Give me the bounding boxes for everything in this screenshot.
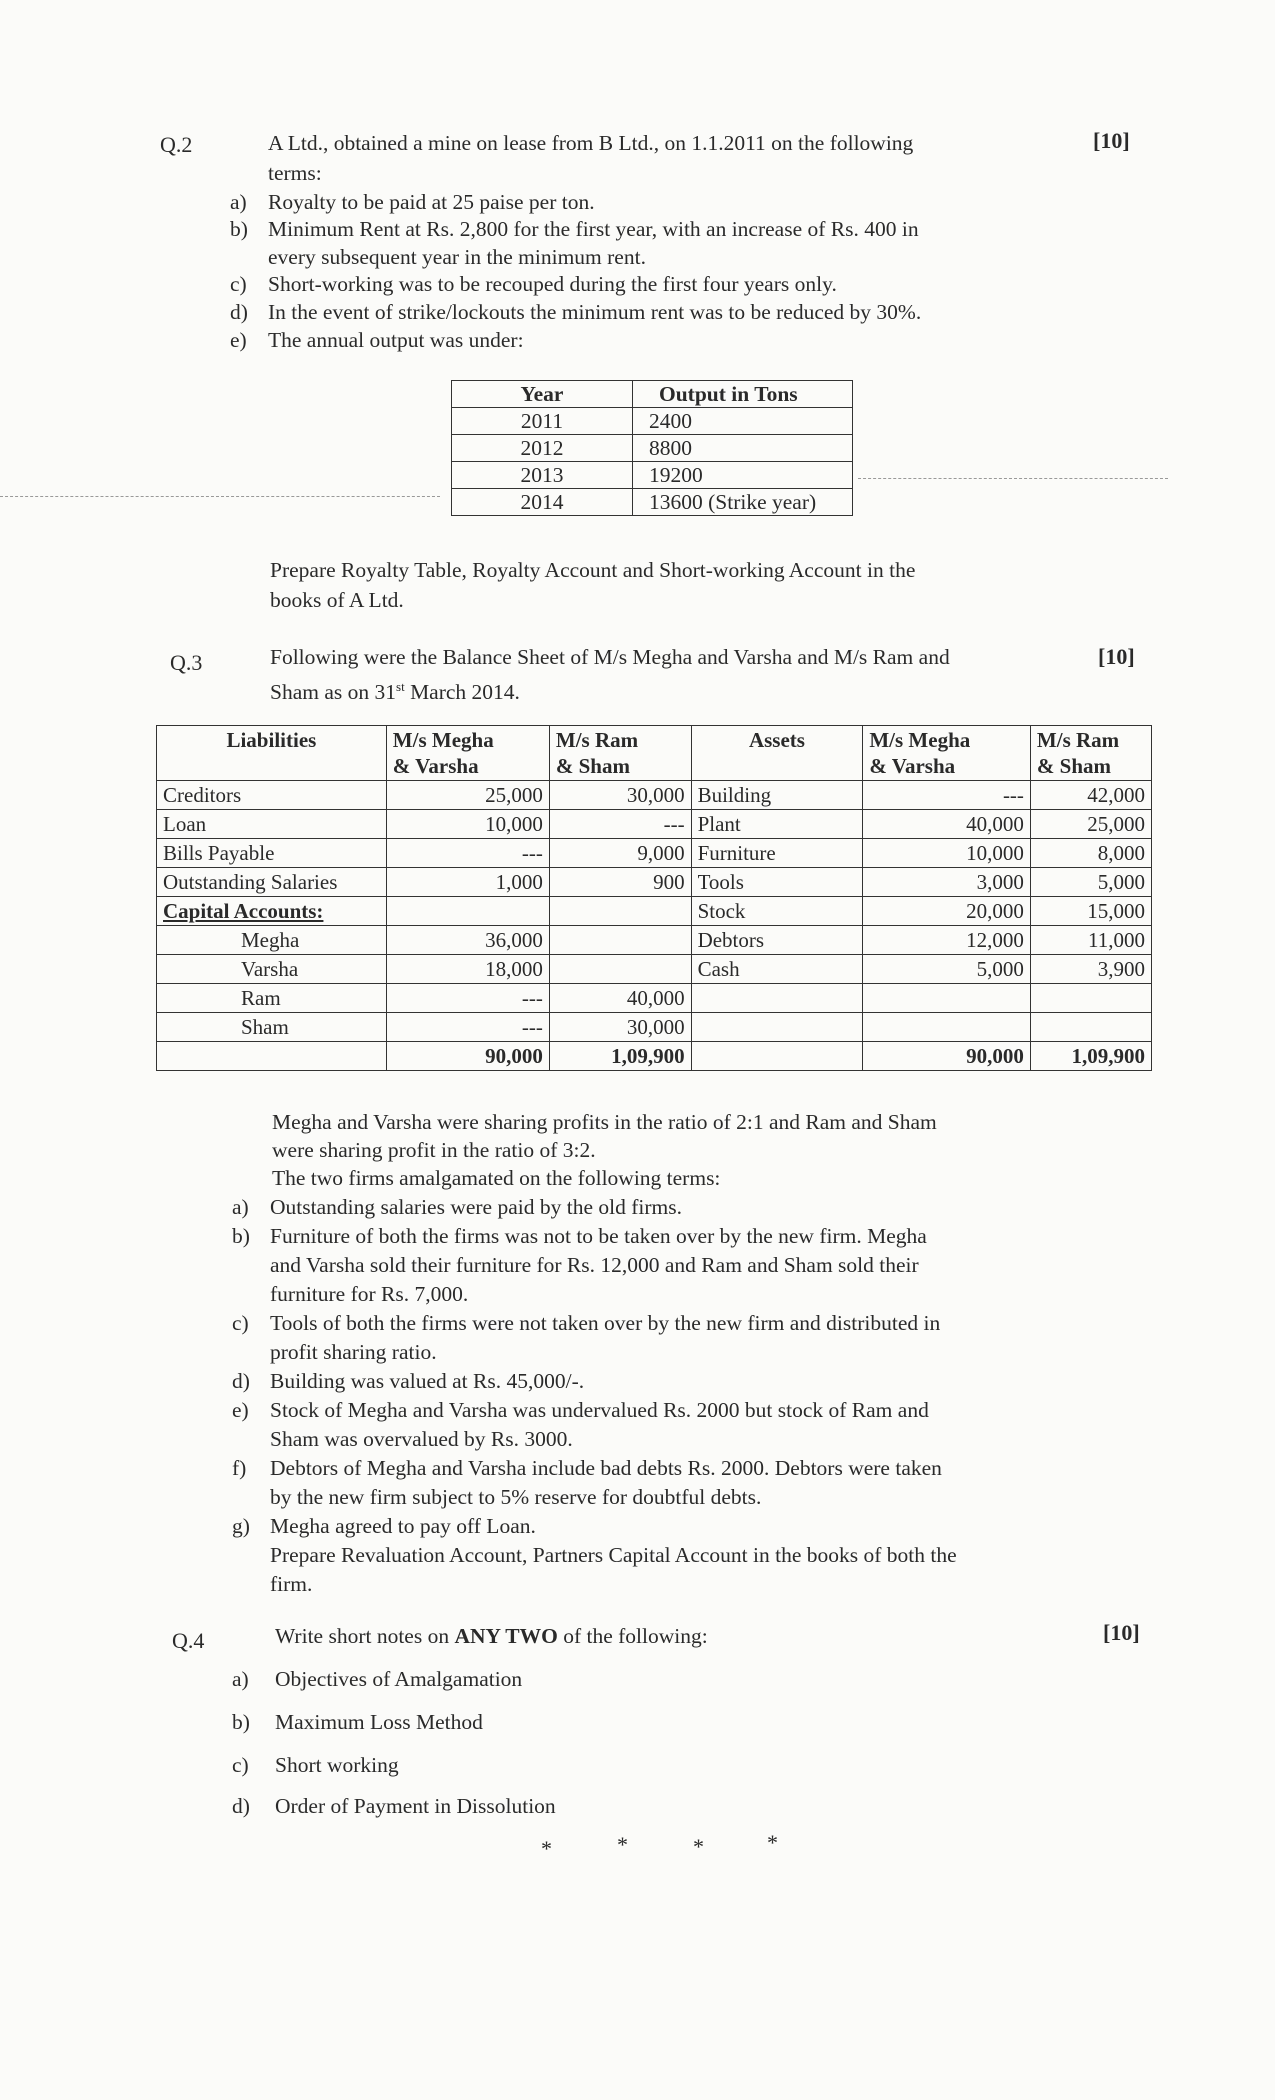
table-cell: Stock — [691, 897, 863, 926]
header-line: & Sham — [555, 754, 630, 778]
q4-intro — [275, 1622, 708, 1650]
q4-item-text: Short working — [275, 1753, 399, 1777]
table-cell: Tools — [691, 868, 863, 897]
output-table — [451, 380, 853, 516]
column-header: Output in Tons — [633, 381, 853, 408]
table-cell: Capital Accounts: — [157, 897, 387, 926]
table-cell: 5,000 — [1030, 868, 1151, 897]
q2-intro-line2: terms: — [268, 161, 322, 185]
table-cell: Outstanding Salaries — [157, 868, 387, 897]
table-cell — [691, 984, 863, 1013]
q3-item-text: furniture for Rs. 7,000. — [270, 1282, 469, 1306]
q2-item-text: The annual output was under: — [268, 328, 524, 352]
column-header: Liabilities — [157, 726, 387, 781]
q3-intro-text: March 2014. — [404, 680, 520, 705]
q4-intro-text: of the following: — [557, 1624, 708, 1648]
q3-item-label: d) — [232, 1369, 250, 1393]
q2-item-text: Short-working was to be recouped during the first four years only. — [268, 272, 837, 296]
table-row — [452, 408, 853, 435]
q3-para-line1: Megha and Varsha were sharing profits in the ratio of 2:1 and Ram and Sham — [272, 1110, 937, 1134]
q2-item-label: c) — [230, 272, 247, 296]
table-cell: --- — [386, 1013, 549, 1042]
q4-intro-text: Write short notes on — [275, 1624, 455, 1648]
header-line: M/s Megha — [392, 728, 494, 752]
table-cell: 11,000 — [1030, 926, 1151, 955]
q4-item-label: d) — [232, 1794, 250, 1818]
q3-para-line2: were sharing profit in the ratio of 3:2. — [272, 1138, 596, 1162]
q3-item-text: firm. — [270, 1572, 313, 1596]
q3-intro-line1: Following were the Balance Sheet of M/s Megha and Varsha and M/s Ram and — [270, 645, 950, 669]
header-line: & Varsha — [869, 754, 956, 778]
q3-item-text: Stock of Megha and Varsha was undervalued Rs. 2000 but stock of Ram and — [270, 1398, 929, 1422]
q3-intro-sup: st — [396, 679, 405, 694]
table-cell: 19200 — [633, 462, 853, 489]
table-cell: 900 — [549, 868, 691, 897]
q3-intro-text: Sham as on 31 — [270, 680, 397, 705]
q3-item-text: Debtors of Megha and Varsha include bad debts Rs. 2000. Debtors were taken — [270, 1456, 942, 1480]
table-cell: 2014 — [452, 489, 633, 516]
q3-number: Q.3 — [170, 650, 203, 675]
table-cell: 10,000 — [863, 839, 1031, 868]
q2-instruction-line2: books of A Ltd. — [270, 588, 404, 612]
q4-intro-bold: ANY TWO — [454, 1624, 558, 1648]
end-star: * — [541, 1836, 552, 1861]
total-cell: 1,09,900 — [549, 1042, 691, 1071]
table-cell: 18,000 — [386, 955, 549, 984]
table-cell: Furniture — [691, 839, 863, 868]
table-cell: 5,000 — [863, 955, 1031, 984]
q3-marks: [10] — [1098, 644, 1135, 669]
q4-item-label: b) — [232, 1710, 250, 1734]
scan-artifact-line-right — [858, 478, 1168, 479]
table-header-row — [157, 726, 1152, 781]
table-row — [452, 489, 853, 516]
table-total-row — [157, 1042, 1152, 1071]
table-cell: Sham — [157, 1013, 387, 1042]
scan-artifact-line-left — [0, 496, 440, 497]
total-cell: 1,09,900 — [1030, 1042, 1151, 1071]
q2-item-text: every subsequent year in the minimum rent. — [268, 245, 646, 269]
q2-item-label: b) — [230, 217, 248, 241]
table-cell: 20,000 — [863, 897, 1031, 926]
table-cell: 42,000 — [1030, 781, 1151, 810]
table-cell — [549, 955, 691, 984]
total-cell: 90,000 — [863, 1042, 1031, 1071]
header-line: M/s Ram — [555, 728, 639, 752]
end-star: * — [693, 1834, 704, 1859]
q4-item-text: Order of Payment in Dissolution — [275, 1794, 556, 1818]
table-cell: 3,000 — [863, 868, 1031, 897]
q3-item-label: e) — [232, 1398, 249, 1422]
q4-item-label: c) — [232, 1753, 249, 1777]
table-cell — [691, 1013, 863, 1042]
table-cell — [386, 897, 549, 926]
q3-item-label: f) — [232, 1456, 247, 1480]
table-cell: Loan — [157, 810, 387, 839]
table-cell — [863, 984, 1031, 1013]
q4-item-text: Objectives of Amalgamation — [275, 1667, 523, 1691]
table-row — [157, 1013, 1152, 1042]
table-cell: Ram — [157, 984, 387, 1013]
q3-item-label: c) — [232, 1311, 249, 1335]
total-cell: 90,000 — [386, 1042, 549, 1071]
table-row — [157, 839, 1152, 868]
table-cell: 40,000 — [863, 810, 1031, 839]
table-cell: 2011 — [452, 408, 633, 435]
q2-item-text: In the event of strike/lockouts the minimum rent was to be reduced by 30%. — [268, 300, 922, 324]
table-cell: Debtors — [691, 926, 863, 955]
q3-item-label: b) — [232, 1224, 250, 1248]
q2-marks: [10] — [1093, 128, 1130, 153]
table-cell: 1,000 — [386, 868, 549, 897]
end-star: * — [767, 1830, 778, 1855]
table-cell — [549, 897, 691, 926]
table-cell: 9,000 — [549, 839, 691, 868]
q3-item-text: Building was valued at Rs. 45,000/-. — [270, 1369, 585, 1393]
q4-item-text: Maximum Loss Method — [275, 1710, 483, 1734]
table-header-row — [452, 381, 853, 408]
table-cell: 12,000 — [863, 926, 1031, 955]
table-row — [157, 984, 1152, 1013]
q2-item-label: a) — [230, 190, 247, 214]
table-cell: 10,000 — [386, 810, 549, 839]
table-cell: 25,000 — [386, 781, 549, 810]
table-cell — [549, 926, 691, 955]
table-row — [157, 868, 1152, 897]
table-cell: 30,000 — [549, 781, 691, 810]
q2-item-label: d) — [230, 300, 248, 324]
table-cell: Cash — [691, 955, 863, 984]
table-cell: 2400 — [633, 408, 853, 435]
q3-item-label: a) — [232, 1195, 249, 1219]
table-cell: 36,000 — [386, 926, 549, 955]
table-cell: 8800 — [633, 435, 853, 462]
table-cell: Plant — [691, 810, 863, 839]
table-cell: --- — [386, 984, 549, 1013]
q3-item-text: Outstanding salaries were paid by the old firms. — [270, 1195, 682, 1219]
q2-intro-line1: A Ltd., obtained a mine on lease from B Ltd., on 1.1.2011 on the following — [268, 131, 914, 155]
table-row — [452, 462, 853, 489]
column-header: Assets — [691, 726, 863, 781]
table-cell: Creditors — [157, 781, 387, 810]
table-cell: 40,000 — [549, 984, 691, 1013]
q4-number: Q.4 — [172, 1628, 205, 1653]
column-header — [549, 726, 691, 781]
column-header — [386, 726, 549, 781]
table-cell: 8,000 — [1030, 839, 1151, 868]
table-cell — [691, 1042, 863, 1071]
end-star: * — [617, 1832, 628, 1857]
table-row — [452, 435, 853, 462]
table-cell: --- — [863, 781, 1031, 810]
q2-item-label: e) — [230, 328, 247, 352]
q2-item-text: Minimum Rent at Rs. 2,800 for the first year, with an increase of Rs. 400 in — [268, 217, 919, 241]
q3-item-label: g) — [232, 1514, 250, 1538]
q2-item-text: Royalty to be paid at 25 paise per ton. — [268, 190, 595, 214]
q4-marks: [10] — [1103, 1620, 1140, 1645]
table-cell: 30,000 — [549, 1013, 691, 1042]
table-cell: 2013 — [452, 462, 633, 489]
table-cell — [1030, 984, 1151, 1013]
header-line: & Sham — [1036, 754, 1112, 778]
table-cell: Building — [691, 781, 863, 810]
table-cell: 15,000 — [1030, 897, 1151, 926]
q3-item-text: Prepare Revaluation Account, Partners Capital Account in the books of both the — [270, 1543, 957, 1567]
table-row — [157, 897, 1152, 926]
table-cell: Varsha — [157, 955, 387, 984]
table-cell: --- — [549, 810, 691, 839]
q3-item-text: by the new firm subject to 5% reserve for doubtful debts. — [270, 1485, 762, 1509]
table-cell: 2012 — [452, 435, 633, 462]
header-line: & Varsha — [392, 754, 479, 778]
q3-item-text: Tools of both the firms were not taken over by the new firm and distributed in — [270, 1311, 941, 1335]
header-line: M/s Megha — [869, 728, 971, 752]
table-cell: Bills Payable — [157, 839, 387, 868]
q3-item-text: Furniture of both the firms was not to be taken over by the new firm. Megha — [270, 1224, 927, 1248]
q2-instruction-line1: Prepare Royalty Table, Royalty Account and Short-working Account in the — [270, 558, 916, 582]
table-cell: 25,000 — [1030, 810, 1151, 839]
header-line: M/s Ram — [1036, 728, 1120, 752]
q3-para-line3: The two firms amalgamated on the following terms: — [272, 1166, 721, 1190]
balance-sheet-table — [156, 725, 1152, 1071]
q3-intro-line2 — [270, 673, 520, 706]
table-cell: --- — [386, 839, 549, 868]
table-cell — [1030, 1013, 1151, 1042]
table-row — [157, 781, 1152, 810]
table-cell: 13600 (Strike year) — [633, 489, 853, 516]
q3-item-text: Sham was overvalued by Rs. 3000. — [270, 1427, 573, 1451]
column-header: Year — [452, 381, 633, 408]
column-header — [1030, 726, 1151, 781]
column-header — [863, 726, 1031, 781]
table-cell — [157, 1042, 387, 1071]
q3-item-text: and Varsha sold their furniture for Rs. 12,000 and Ram and Sham sold their — [270, 1253, 919, 1277]
table-cell — [863, 1013, 1031, 1042]
table-cell: Megha — [157, 926, 387, 955]
q3-item-text: Megha agreed to pay off Loan. — [270, 1514, 536, 1538]
q4-item-label: a) — [232, 1667, 249, 1691]
table-row — [157, 926, 1152, 955]
table-cell: 3,900 — [1030, 955, 1151, 984]
table-row — [157, 810, 1152, 839]
table-row — [157, 955, 1152, 984]
q3-item-text: profit sharing ratio. — [270, 1340, 437, 1364]
q2-number: Q.2 — [160, 132, 193, 157]
